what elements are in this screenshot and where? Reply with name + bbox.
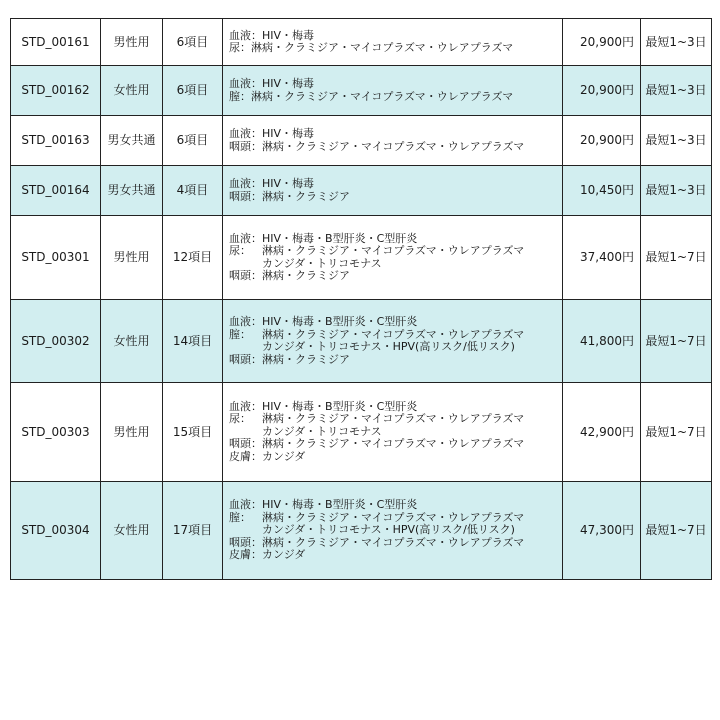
detail-line [229,549,562,562]
sample-site: 咽頭： [229,269,262,282]
sample-site: 皮膚： [229,449,262,463]
kit-result-days: 最短1~7日 [641,482,712,580]
detail-line [229,524,562,537]
sample-site: 咽頭： [229,189,262,203]
kit-test-details [223,66,563,116]
test-items: 淋病・クラミジア・マイコプラズマ・ウレアプラズマ [262,327,525,341]
kit-item-count: 6項目 [163,66,223,116]
sample-site: 血液： [229,177,262,190]
kit-item-count: 6項目 [163,19,223,66]
table-row [11,383,712,482]
kit-code: STD_00161 [11,19,101,66]
kit-test-details [223,116,563,166]
kit-item-count: 12項目 [163,216,223,300]
sample-site: 尿： [229,412,251,426]
detail-line [229,499,562,512]
sample-site: 血液： [229,77,262,90]
sample-site: 血液： [229,127,262,140]
sample-site: 咽頭： [229,535,262,549]
kit-item-count: 14項目 [163,300,223,383]
kit-code: STD_00163 [11,116,101,166]
table-row [11,300,712,383]
kit-code: STD_00304 [11,482,101,580]
kit-price: 42,900円 [563,383,641,482]
test-items: 淋病・クラミジア・マイコプラズマ・ウレアプラズマ [262,412,525,426]
test-items: 淋病・クラミジア [262,269,350,282]
table-row [11,166,712,216]
kit-price: 10,450円 [563,166,641,216]
test-items: 淋病・クラミジア・マイコプラズマ・ウレアプラズマ [262,437,525,451]
sample-site: 血液： [229,315,262,328]
test-items: カンジダ・トリコモナス・HPV(高リスク/低リスク) [262,523,515,537]
table-row [11,116,712,166]
detail-line [229,451,562,464]
test-items: カンジダ [262,548,306,562]
sample-site: 血液： [229,498,262,512]
sample-site: 尿： [229,41,251,54]
detail-line [229,91,562,104]
sample-site: 血液： [229,231,262,245]
kit-target: 男性用 [101,216,163,300]
kit-result-days: 最短1~3日 [641,166,712,216]
kit-result-days: 最短1~7日 [641,216,712,300]
detail-line [229,341,562,354]
sample-site: 膣： [229,89,251,103]
test-items: カンジダ・トリコモナス・HPV(高リスク/低リスク) [262,340,515,353]
detail-line [229,354,562,367]
kit-result-days: 最短1~3日 [641,116,712,166]
kit-price: 20,900円 [563,66,641,116]
kit-item-count: 6項目 [163,116,223,166]
test-items: HIV・梅毒 [262,28,315,42]
sample-site: 尿： [229,244,251,257]
kit-target: 女性用 [101,300,163,383]
detail-line [229,42,562,55]
test-items: 淋病・クラミジア・マイコプラズマ・ウレアプラズマ [262,535,525,549]
kit-item-count: 15項目 [163,383,223,482]
detail-line [229,245,562,258]
kit-test-details [223,383,563,482]
sample-site: 膣： [229,327,251,341]
sample-site: 咽頭： [229,437,262,451]
sample-site: 血液： [229,399,262,413]
table-row [11,216,712,300]
detail-line [229,413,562,426]
kit-code: STD_00301 [11,216,101,300]
test-items: カンジダ・トリコモナス [262,256,382,270]
test-items: HIV・梅毒 [262,77,315,90]
kit-test-details [223,482,563,580]
kit-target: 女性用 [101,66,163,116]
test-items: カンジダ・トリコモナス [262,424,382,438]
std-test-kit-table [10,18,712,580]
test-items: HIV・梅毒・B型肝炎・C型肝炎 [262,231,418,245]
test-items: 淋病・クラミジア・マイコプラズマ・ウレアプラズマ [262,139,525,153]
test-items: HIV・梅毒・B型肝炎・C型肝炎 [262,399,418,413]
detail-line [229,128,562,141]
sample-site: 膣： [229,510,251,524]
kit-test-details [223,166,563,216]
detail-line [229,178,562,191]
kit-test-details [223,300,563,383]
kit-code: STD_00302 [11,300,101,383]
kit-price: 47,300円 [563,482,641,580]
kit-target: 男女共通 [101,116,163,166]
kit-test-details [223,216,563,300]
table-row [11,19,712,66]
kit-price: 20,900円 [563,116,641,166]
test-items: 淋病・クラミジア [262,352,350,366]
test-items: 淋病・クラミジア・マイコプラズマ・ウレアプラズマ [251,41,514,54]
test-items: HIV・梅毒 [262,177,315,190]
sample-site: 咽頭： [229,139,262,153]
kit-target: 男性用 [101,19,163,66]
detail-line [229,316,562,329]
kit-result-days: 最短1~3日 [641,19,712,66]
kit-price: 37,400円 [563,216,641,300]
kit-price: 20,900円 [563,19,641,66]
sample-site: 血液： [229,28,262,42]
detail-line [229,270,562,283]
kit-code: STD_00164 [11,166,101,216]
sample-site: 咽頭： [229,352,262,366]
detail-line [229,78,562,91]
test-items: カンジダ [262,449,306,463]
kit-result-days: 最短1~7日 [641,383,712,482]
test-items: HIV・梅毒・B型肝炎・C型肝炎 [262,315,418,328]
test-items: HIV・梅毒 [262,127,315,140]
table-row [11,66,712,116]
detail-line [229,191,562,204]
table-row [11,482,712,580]
test-items: 淋病・クラミジア・マイコプラズマ・ウレアプラズマ [262,510,525,524]
kit-target: 男女共通 [101,166,163,216]
detail-line [229,438,562,451]
kit-code: STD_00162 [11,66,101,116]
kit-result-days: 最短1~3日 [641,66,712,116]
test-items: 淋病・クラミジア [262,189,350,203]
sample-site: 皮膚： [229,548,262,562]
kit-item-count: 4項目 [163,166,223,216]
kit-code: STD_00303 [11,383,101,482]
sample-site [229,341,262,354]
kit-test-details [223,19,563,66]
kit-result-days: 最短1~7日 [641,300,712,383]
sample-site [229,524,262,537]
kit-item-count: 17項目 [163,482,223,580]
test-items: 淋病・クラミジア・マイコプラズマ・ウレアプラズマ [262,244,525,257]
kit-price: 41,800円 [563,300,641,383]
kit-target: 男性用 [101,383,163,482]
kit-target: 女性用 [101,482,163,580]
test-items: 淋病・クラミジア・マイコプラズマ・ウレアプラズマ [251,89,514,103]
test-items: HIV・梅毒・B型肝炎・C型肝炎 [262,498,418,512]
detail-line [229,141,562,154]
